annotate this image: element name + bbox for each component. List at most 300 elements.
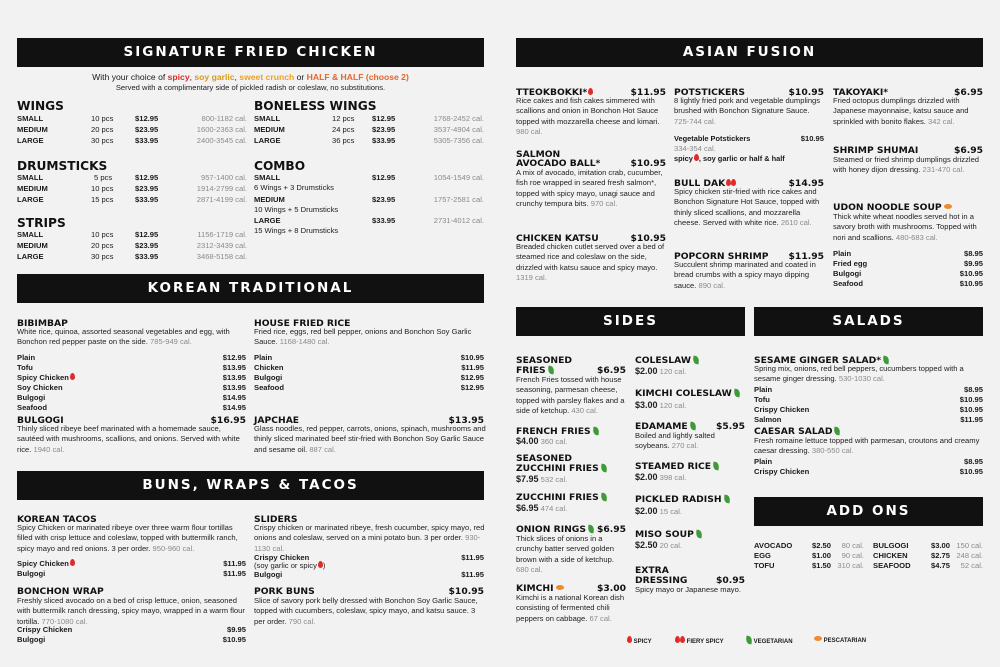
cal: 120 cal. (659, 401, 687, 410)
cal: 430 cal. (571, 406, 598, 416)
vegetarian-icon (713, 462, 720, 471)
cal: 360 cal. (540, 437, 568, 446)
dressing-title: EXTRA (635, 565, 669, 576)
opt: Seafood (17, 403, 47, 412)
cal: 950-960 cal. (152, 543, 195, 553)
opt: Crispy Chicken (754, 405, 810, 414)
pcs: 36 pcs (332, 136, 355, 145)
desc: Kimchi is a national Korean dish consisting of fermented chili peppers on cabbage. (516, 593, 625, 623)
size: MEDIUM (17, 184, 48, 193)
wings-row (17, 125, 247, 135)
combo-row (254, 173, 484, 183)
cal: 1940 cal. (33, 444, 65, 454)
cal: 2400-3545 cal. (196, 136, 247, 145)
desc: Boiled and lightly salted soybeans. (635, 431, 715, 451)
opt-price: $14.95 (222, 393, 246, 402)
name: PICKLED RADISH (635, 494, 722, 505)
drumsticks-row (17, 173, 247, 183)
korean-banner: KOREAN TRADITIONAL (17, 274, 484, 303)
name: FRENCH FRIES (516, 426, 591, 437)
name: STEAMED RICE (635, 461, 712, 472)
bulldak-price: $14.95 (788, 178, 824, 189)
kimchi-desc (516, 593, 628, 624)
size: SMALL (17, 230, 44, 239)
wrap-title: BONCHON WRAP (17, 586, 104, 597)
cal: 790 cal. (288, 616, 316, 626)
price: $7.95 (516, 474, 539, 484)
name: ZUCCHINI FRIES (516, 492, 599, 503)
opt: Bulgogi (254, 373, 283, 382)
opt-sub-text: (soy garlic or spicy (254, 561, 317, 570)
cal: 1168-1480 cal. (279, 337, 330, 347)
opt-spicy: spicy (167, 72, 190, 82)
fiery-icon (680, 636, 685, 643)
size: MEDIUM (254, 125, 285, 134)
strips-row (17, 241, 247, 251)
pescatarian-icon (944, 204, 952, 209)
name: ONION RINGS (516, 524, 586, 535)
desc: Fresh romaine lettuce topped with parmesan, croutons and creamy caesar dressing. (754, 436, 980, 456)
addon-row (873, 541, 983, 551)
price: $4.00 (516, 436, 539, 446)
tteok-price: $11.95 (630, 87, 666, 98)
cal: 270 cal. (671, 441, 699, 451)
opt-price: $12.95 (460, 373, 484, 382)
fries-title: SEASONED (516, 355, 573, 366)
desc: 8 lightly fried pork and vegetable dumplings brushed with Bonchon Signature Sauce. (674, 96, 821, 116)
cal: 770-1080 cal. (41, 616, 88, 626)
strips-title: STRIPS (17, 216, 66, 230)
cal: 887 cal. (309, 444, 336, 454)
takoyaki-title: TAKOYAKI* (833, 87, 889, 98)
cal: 1757-2581 cal. (433, 195, 484, 204)
addon-cal: 90 cal. (841, 551, 864, 560)
opt-price: $10.95 (959, 395, 983, 404)
zucchini-title-2 (516, 463, 607, 474)
cal: 530-1030 cal. (838, 374, 885, 384)
pork-desc (254, 596, 486, 627)
cal: 3468-5158 cal. (196, 252, 247, 261)
cal: 1600-2363 cal. (196, 125, 247, 134)
price: $6.95 (516, 503, 539, 513)
pcs: 20 pcs (91, 125, 114, 134)
opt-spicy: spicy (674, 154, 693, 163)
pcs: 15 pcs (91, 195, 114, 204)
cal: 725-744 cal. (674, 116, 716, 126)
desc: Slice of savory pork belly dressed with Bonchon Soy Garlic Sauce, topped with cucumbers, coleslaw, spicy mayo, and katsu sauce. 3 per order. (254, 596, 478, 626)
opt: Soy Chicken (17, 383, 63, 392)
vegetarian-icon (692, 356, 699, 365)
size: MEDIUM (254, 195, 285, 204)
salads-banner: SALADS (754, 307, 983, 336)
name: SESAME GINGER SALAD* (754, 355, 882, 366)
opt-price: $10.95 (460, 353, 484, 362)
cal: 380-550 cal. (811, 446, 854, 456)
opt-name: Spicy Chicken (17, 373, 69, 382)
vegpot-price: $10.95 (800, 134, 824, 143)
katsu-price: $10.95 (630, 233, 666, 244)
shumai-title: SHRIMP SHUMAI (833, 145, 919, 156)
opt: Seafood (254, 383, 284, 392)
price: $23.95 (135, 184, 159, 193)
opt: Bulgogi (254, 570, 283, 579)
boneless-row (254, 125, 484, 135)
tteok-desc (516, 96, 668, 138)
wings-row (17, 114, 247, 124)
cal: 957-1400 cal. (200, 173, 247, 182)
cal: 980 cal. (516, 127, 543, 137)
size: SMALL (17, 114, 44, 123)
kcoleslaw-price-line (635, 400, 686, 411)
katsu-desc (516, 242, 668, 284)
vegetarian-icon (723, 495, 730, 504)
pcs: 20 pcs (91, 241, 114, 250)
popcorn-title: POPCORN SHRIMP (674, 251, 769, 262)
name2: FRIES (516, 365, 546, 376)
shumai-desc (833, 155, 985, 176)
signature-banner: SIGNATURE FRIED CHICKEN (17, 38, 484, 67)
cal: 1319 cal. (516, 273, 547, 283)
desc: Freshly sliced avocado on a bed of crisp lettuce, onion, seasoned with buttermilk ranch dressing, spicy mayo, wrapped in a warm flour tortilla. (17, 596, 245, 626)
kcoleslaw-title (635, 388, 740, 399)
opt: Salmon (754, 415, 782, 424)
coleslaw-title (635, 355, 699, 366)
addon-price: $1.00 (812, 551, 832, 560)
opt-price: $14.95 (222, 403, 246, 412)
legend-label: FIERY SPICY (686, 639, 724, 645)
size: LARGE (17, 252, 44, 261)
desc: Spicy Chicken or marinated ribeye over three warm flour tortillas filled with crisp lettuce and coleslaw, topped with buttermilk ranch, spicy mayo and red onions. 3 per order. (17, 523, 238, 553)
price: $12.95 (372, 173, 396, 182)
cal: 342 cal. (928, 116, 955, 126)
cal: 2610 cal. (780, 218, 812, 228)
price: $23.95 (135, 241, 159, 250)
opt-price: $10.95 (959, 279, 983, 288)
opt: Crispy Chicken (17, 625, 73, 634)
cal: 2731-4012 cal. (433, 216, 484, 225)
addon-row (873, 561, 983, 571)
combo-sub: 6 Wings + 3 Drumsticks (254, 183, 334, 192)
salmon-desc (516, 168, 668, 210)
name: KIMCHI (516, 583, 554, 594)
opt: Plain (254, 353, 273, 362)
tacos-desc (17, 523, 249, 554)
name: COLESLAW (635, 355, 691, 366)
bulgogi-title: BULGOGI (17, 415, 64, 426)
kimchi-price: $3.00 (596, 583, 626, 594)
wings-row (17, 136, 247, 146)
wrap-desc (17, 596, 249, 627)
salmon-title: SALMON (516, 149, 561, 160)
opt-price: $13.95 (222, 373, 246, 382)
addon-row (873, 551, 983, 561)
addon-cal: 150 cal. (956, 541, 983, 550)
opt-price: $11.95 (461, 363, 484, 372)
cal: 2871-4199 cal. (196, 195, 247, 204)
price: $12.95 (135, 230, 159, 239)
cal: 1054-1549 cal. (433, 173, 484, 182)
name: CAESAR SALAD (754, 426, 833, 437)
opt: Seafood (833, 279, 863, 288)
desc: Steamed or fried shrimp dumplings drizzled with honey dijon dressing. (833, 155, 980, 175)
coleslaw-price-line (635, 366, 686, 377)
zucchini-price-line (516, 474, 567, 485)
opt-price: $8.95 (963, 457, 983, 466)
opt-price: $13.95 (222, 363, 246, 372)
cal: 20 cal. (659, 541, 683, 550)
price: $3.00 (635, 400, 658, 410)
bulldak-desc (674, 187, 826, 229)
size: SMALL (254, 114, 281, 123)
cal: 1156-1719 cal. (197, 230, 247, 239)
vegetarian-icon (733, 389, 740, 398)
sliders-desc (254, 523, 486, 554)
opt: Crispy Chicken (254, 553, 310, 562)
strips-row (17, 230, 247, 240)
popcorn-desc (674, 260, 826, 291)
addon-name: AVOCADO (754, 541, 793, 550)
desc: French Fries tossed with house seasoning, parmesan cheese, topped with parsley flakes and a side of ketchup. (516, 375, 625, 416)
boneless-title: BONELESS WINGS (254, 99, 377, 113)
addon-name: SEAFOOD (873, 561, 911, 570)
addon-price: $1.50 (812, 561, 832, 570)
japchae-title: JAPCHAE (254, 415, 300, 426)
cal: 231-470 cal. (922, 165, 965, 175)
cal: 1914-2799 cal. (196, 184, 247, 193)
bulgogi-desc (17, 424, 249, 455)
combo-sub: 10 Wings + 5 Drumsticks (254, 205, 339, 214)
cal: 890 cal. (698, 280, 726, 290)
sep: , (234, 72, 240, 82)
desc: Succulent shrimp marinated and coated in bread crumbs with a spicy mayo dipping sauce. (674, 260, 816, 290)
combo-row (254, 216, 484, 226)
opt-price: $12.95 (222, 353, 246, 362)
vegetarian-icon (834, 427, 841, 436)
cal: 930-1130 cal. (254, 533, 481, 553)
sliders-title: SLIDERS (254, 514, 298, 525)
bibimbap-title: BIBIMBAP (17, 318, 68, 329)
strips-row (17, 252, 247, 262)
addon-row (754, 561, 864, 571)
price: $23.95 (372, 195, 396, 204)
vegetarian-icon (547, 366, 554, 375)
cal: 120 cal. (659, 367, 687, 376)
vegetarian-icon (600, 464, 607, 473)
opt-price: $12.95 (460, 383, 484, 392)
desc: Fried rice, eggs, red bell pepper, onions and Bonchon Soy Garlic Sauce. (254, 327, 472, 347)
legend-pesc (812, 636, 866, 644)
cal: 3537-4904 cal. (433, 125, 484, 134)
opt-price: $11.95 (223, 559, 246, 568)
opt-price: $9.95 (963, 259, 983, 268)
wings-title: WINGS (17, 99, 64, 113)
desc: White rice, quinoa, assorted seasonal vegetables and egg, with Bonchon red pepper paste on the side. (17, 327, 230, 347)
spicy-icon (588, 88, 593, 95)
opt-sub-end: ) (322, 561, 326, 570)
opt-price: $11.95 (461, 553, 484, 562)
addon-row (754, 551, 864, 561)
opt-price: $9.95 (226, 625, 246, 634)
spicy-icon (70, 559, 75, 566)
vegetarian-icon (592, 427, 599, 436)
fries-price: $6.95 (596, 365, 626, 376)
price: $33.95 (135, 252, 159, 261)
opt-price: $11.95 (223, 569, 246, 578)
cal: 1768-2452 cal. (433, 114, 484, 123)
opt-rest: , soy garlic or half & half (698, 154, 785, 163)
intro-prefix: With your choice of (92, 72, 168, 82)
spicy-icon (627, 636, 632, 643)
addon-cal: 80 cal. (841, 541, 864, 550)
pcs: 10 pcs (91, 114, 114, 123)
addons-banner: ADD ONS (754, 497, 983, 526)
desc: Glass noodles, red pepper, carrots, onions, spinach, mushrooms and thinly sliced marinated beef stir-fried with Bonchon Soy Garlic Sauce and sesame oil. (254, 424, 486, 454)
boneless-row (254, 136, 484, 146)
vegpot-title: Vegetable Potstickers (674, 134, 751, 143)
cal: 5305-7356 cal. (433, 136, 484, 145)
combo-title: COMBO (254, 159, 306, 173)
combo-sub: 15 Wings + 8 Drumsticks (254, 226, 339, 235)
pcs: 10 pcs (91, 230, 114, 239)
rings-desc (516, 534, 628, 576)
price: $12.95 (135, 114, 159, 123)
vegpot-cal: 334-354 cal. (674, 144, 716, 153)
name: MISO SOUP (635, 529, 694, 540)
cal: 398 cal. (659, 473, 687, 482)
drumsticks-title: DRUMSTICKS (17, 159, 108, 173)
name: KIMCHI COLESLAW (635, 388, 732, 399)
opt-price: $11.95 (960, 415, 983, 424)
opt-price: $13.95 (222, 383, 246, 392)
addon-name: CHICKEN (873, 551, 908, 560)
opt: Plain (754, 385, 773, 394)
price: $2.00 (635, 472, 658, 482)
legend-spicy (626, 636, 652, 645)
popcorn-price: $11.95 (788, 251, 824, 262)
pescatarian-icon (556, 585, 564, 590)
pcs: 30 pcs (91, 136, 114, 145)
size: SMALL (17, 173, 44, 182)
signature-served: Served with a complimentary side of pickled radish or coleslaw, no substitutions. (115, 83, 386, 92)
price: $33.95 (372, 216, 396, 225)
opt: Bulgogi (17, 635, 46, 644)
price: $12.95 (135, 173, 159, 182)
radish-price-line (635, 506, 682, 517)
size: LARGE (17, 136, 44, 145)
caesar-desc (754, 436, 983, 457)
legend-label: SPICY (633, 639, 652, 645)
pcs: 10 pcs (91, 184, 114, 193)
vegpot-options (674, 154, 785, 165)
vegetarian-icon (695, 530, 702, 539)
bulgogi-price: $16.95 (210, 415, 246, 426)
desc: Thick slices of onions in a crunchy batter served golden brown with a side of ketchup. (516, 534, 614, 564)
desc: A mix of avocado, imitation crab, cucumber, fish roe wrapped in seared fresh salmon*, topped with spicy mayo, unagi sauce and crunchy tempura bits. (516, 168, 663, 209)
french-price-line (516, 436, 567, 447)
desc: Fried octopus dumplings drizzled with Japanese mayonnaise, katsu sauce and sprinkled with bonito flakes. (833, 96, 969, 126)
pescatarian-icon (814, 636, 822, 641)
opt-price: $10.95 (959, 467, 983, 476)
legend-label: VEGETARIAN (753, 639, 793, 645)
salmon-title-2: AVOCADO BALL* (516, 158, 601, 169)
drumsticks-row (17, 184, 247, 194)
addon-price: $4.75 (931, 561, 951, 570)
edamame-desc (635, 431, 745, 452)
katsu-title: CHICKEN KATSU (516, 233, 599, 244)
potstickers-desc (674, 96, 826, 127)
takoyaki-desc (833, 96, 985, 127)
price: $33.95 (135, 136, 159, 145)
price: $2.50 (635, 540, 658, 550)
udon-desc (833, 212, 985, 243)
cal: 474 cal. (540, 504, 568, 513)
desc: Spring mix, onions, red bell peppers, cucumbers topped with a sesame ginger dressing. (754, 364, 964, 384)
zfries-price-line (516, 503, 567, 514)
name: BULL DAK (674, 178, 726, 189)
name2: ZUCCHINI FRIES (516, 463, 599, 474)
size: LARGE (254, 216, 281, 225)
edamame-price: $5.95 (715, 421, 745, 432)
desc: Spicy chicken stir-fried with rice cakes and Bonchon Signature Hot Sauce, topped with thinly sliced scallions, and mozzarella cheese. Served with white rice. (674, 187, 820, 228)
opt: Tofu (17, 363, 33, 372)
opt: Bulgogi (833, 269, 862, 278)
name: UDON NOODLE SOUP (833, 202, 942, 213)
japchae-desc (254, 424, 486, 455)
dressing-price: $0.95 (715, 575, 745, 586)
bibimbap-desc (17, 327, 249, 348)
addon-cal: 310 cal. (837, 561, 864, 570)
opt: Chicken (254, 363, 284, 372)
drumsticks-row (17, 195, 247, 205)
miso-title (635, 529, 702, 540)
opt: Fried egg (833, 259, 868, 268)
boneless-row (254, 114, 484, 124)
addon-cal: 248 cal. (956, 551, 983, 560)
sides-banner: SIDES (516, 307, 745, 336)
opt-price: $10.95 (959, 269, 983, 278)
addon-cal: 52 cal. (960, 561, 983, 570)
cal: 800-1182 cal. (201, 114, 247, 123)
sep: or (294, 72, 307, 82)
tacos-title: KOREAN TACOS (17, 514, 97, 525)
pcs: 12 pcs (332, 114, 355, 123)
addon-price: $3.00 (931, 541, 951, 550)
opt-half: HALF & HALF (choose 2) (306, 72, 409, 82)
opt-price: $10.95 (222, 635, 246, 644)
opt: Plain (833, 249, 852, 258)
opt: Plain (17, 353, 36, 362)
cal: 532 cal. (540, 475, 568, 484)
addon-row (754, 541, 864, 551)
miso-price-line (635, 540, 682, 551)
combo-row (254, 195, 484, 205)
house-rice-title: HOUSE FRIED RICE (254, 318, 351, 329)
vegetarian-icon (689, 422, 696, 431)
sep: , (189, 72, 195, 82)
cal: 15 cal. (659, 507, 683, 516)
opt-name: Spicy Chicken (17, 559, 69, 568)
pcs: 24 pcs (332, 125, 355, 134)
pork-title: PORK BUNS (254, 586, 315, 597)
potstickers-title: POTSTICKERS (674, 87, 745, 98)
zucchini-title: SEASONED (516, 453, 573, 464)
opt (17, 373, 75, 384)
dressing-desc: Spicy mayo or Japanese mayo. (635, 585, 741, 594)
size: MEDIUM (17, 241, 48, 250)
price: $23.95 (135, 125, 159, 134)
signature-intro (17, 72, 484, 83)
dressing-title-2: DRESSING (635, 575, 688, 586)
